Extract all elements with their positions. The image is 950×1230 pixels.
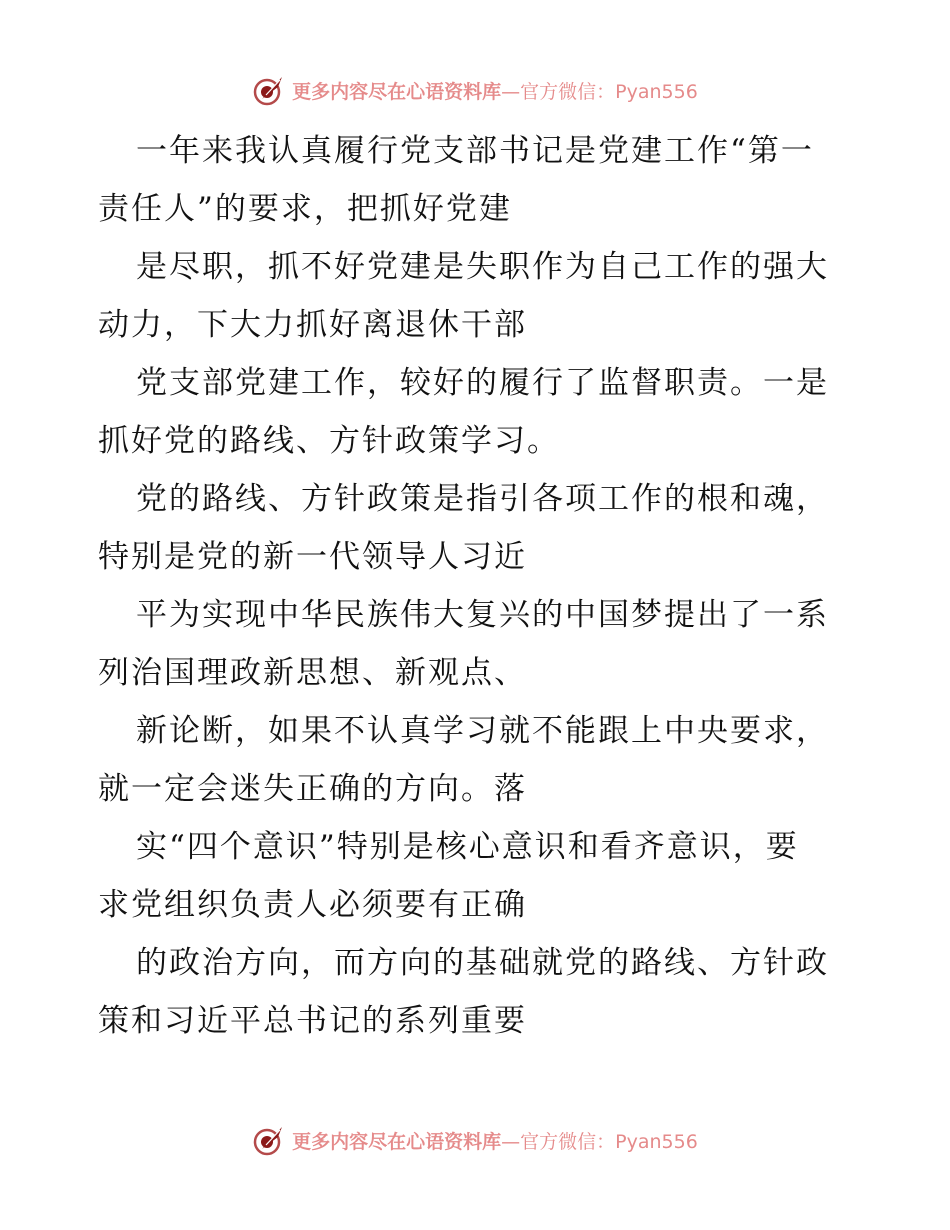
paragraph-line: 就一定会迷失正确的方向。落 [98,771,527,807]
paragraph-line: 求党组织负责人必须要有正确 [98,887,527,923]
paragraph-line: 的政治方向，而方向的基础就党的路线、方针政 [136,945,829,981]
paragraph-line: 动力，下大力抓好离退休干部 [98,307,527,343]
banner-promo-text: 更多内容尽在心语资料库 [292,1130,502,1153]
paragraph-line: 特别是党的新一代领导人习近 [98,539,527,575]
paragraph [98,934,858,1050]
paragraph-line: 是尽职，抓不好党建是失职作为自己工作的强大 [136,249,829,285]
paragraph [98,238,858,354]
paragraph [98,354,858,470]
paragraph-line: 抓好党的路线、方针政策学习。 [98,423,560,459]
paragraph [98,586,858,702]
paragraph-line: 责任人”的要求，把抓好党建 [98,191,512,227]
banner-wechat-text: —官方微信：Pyan556 [501,80,698,103]
banner-promo-text: 更多内容尽在心语资料库 [292,80,502,103]
footer-banner [0,1120,950,1160]
paragraph-line: 策和习近平总书记的系列重要 [98,1003,527,1039]
header-banner [0,70,950,110]
paragraph-line: 平为实现中华民族伟大复兴的中国梦提出了一系 [136,597,829,633]
paragraph-line: 一年来我认真履行党支部书记是党建工作“第一 [136,133,814,169]
paragraph [98,470,858,586]
paragraph [98,122,858,238]
paragraph-line: 新论断，如果不认真学习就不能跟上中央要求， [136,713,829,749]
paragraph-line: 党支部党建工作，较好的履行了监督职责。一是 [136,365,829,401]
paragraph-line: 列治国理政新思想、新观点、 [98,655,527,691]
paragraph [98,702,858,818]
document-body [98,122,858,1050]
paragraph [98,818,858,934]
paragraph-line: 党的路线、方针政策是指引各项工作的根和魂， [136,481,829,517]
quill-pen-logo-icon [252,1123,286,1157]
banner-wechat-text: —官方微信：Pyan556 [501,1130,698,1153]
quill-pen-logo-icon [252,73,286,107]
paragraph-line: 实“四个意识”特别是核心意识和看齐意识，要 [136,829,799,865]
